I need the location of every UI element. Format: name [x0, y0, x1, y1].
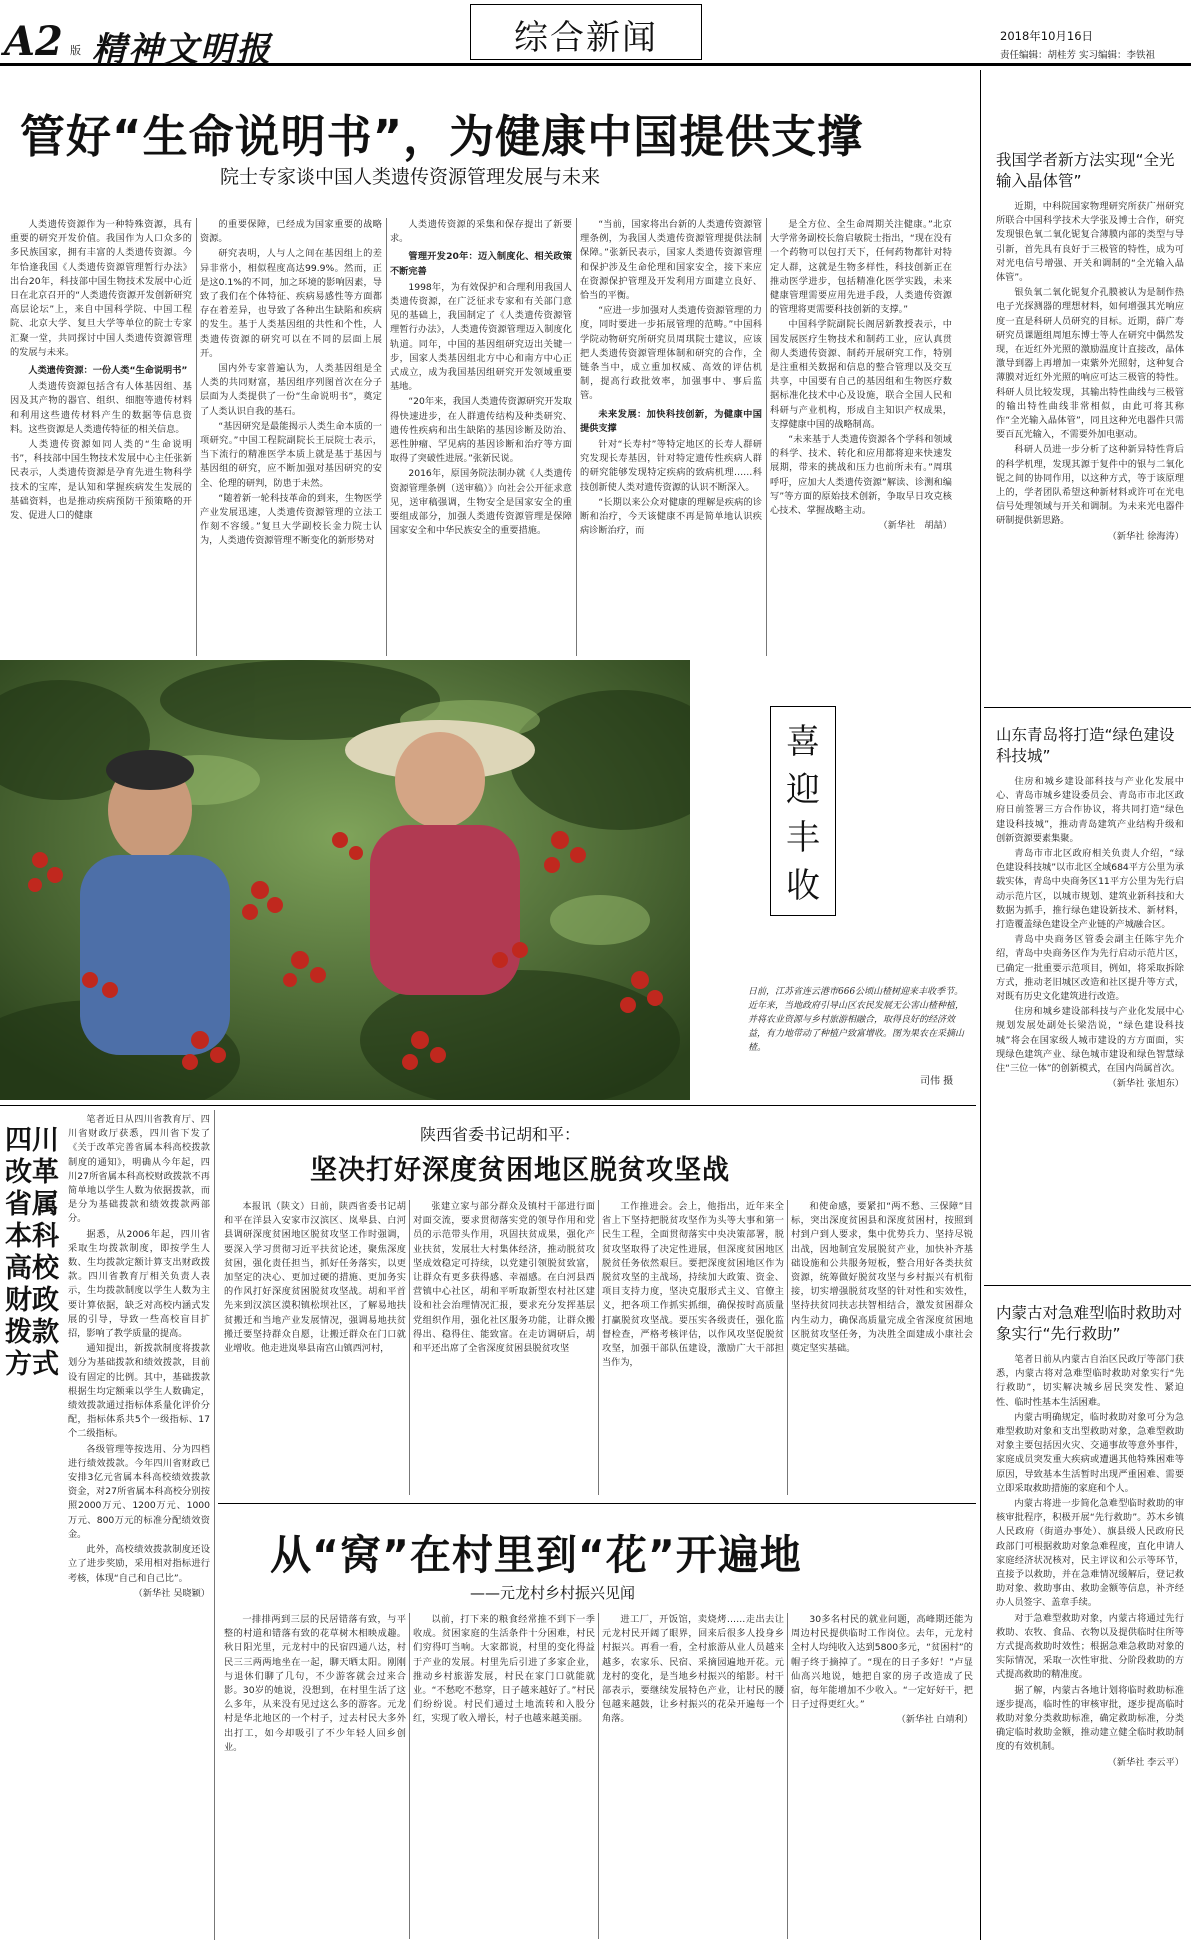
village-subheadline: ——元龙村乡村振兴见闻 — [470, 1584, 636, 1602]
paragraph: 笔者近日从四川省教育厅、四川省财政厅获悉，四川省下发了《关于改革完善省属本科高校拨款制度的通知》，明确从今年起，四川27所省属本科高校财政拨款不再简单地以学生人数为依据拨款，而是分为基础拨款和绩效拨款两部分。 — [68, 1114, 210, 1225]
byline: （新华社 胡喆） — [878, 520, 952, 532]
paragraph: 一排排两到三层的民居错落有致，与平整的村道和错落有致的花草树木相映成趣。秋日阳光里，元龙村中的民宿四通八达，村民三三两两地坐在一起，聊天晒太阳。刚刚与退休们聊了几句，不少游客就会过来合影。30岁的她说，没想到，在村里生活了这么多年，从来没有见过这么多的游客。元龙村是华北地区的一个村子，过去村民大多外出打工，如今却吸引了不少年轻人回乡创业。 — [224, 1614, 406, 1753]
right-article-title: 我国学者新方法实现“全光输入晶体管” — [996, 151, 1175, 190]
column-divider — [598, 1200, 599, 1495]
paragraph: 张建立家与部分群众及镇村干部进行面对面交流，要求贯彻落实党的领导作用和党员的示范带头作用，巩固扶贫成果，强化产业扶贫，发展壮大村集体经济，推动脱贫攻坚成效稳定可持续，以党建引领脱贫致富，让群众有更多获得感、幸福感。在白河县西营镇中心社区，胡和平听取新型农村社区建设和社会治理情况汇报，要求充分发挥基层党组织作用，强化社区服务功能，让群众搬得出、稳得住、能致富。在走访调研后，胡和平还出席了全省深度贫困县脱贫攻坚 — [413, 1201, 595, 1355]
photo-credit: 司伟 摄 — [920, 1076, 954, 1087]
byline: （新华社 张旭东） — [1107, 1078, 1184, 1090]
shaanxi-kicker: 陕西省委书记胡和平： — [420, 1125, 581, 1144]
paragraph: 内蒙古将进一步简化急难型临时救助的审核审批程序，积极开展“先行救助”。苏木乡镇人民政府（街道办事处）、旗县级人民政府民政部门可根据救助对象急难程度，直化申请人家庭经济状况核对，民主评议和公示等环节，直接予以救助，并在急难情况缓解后，登记救助对象、救助事由、救助金额等信息，补齐经办人员签字、盖章手续。 — [996, 1498, 1184, 1609]
feature-label: 喜迎丰收 — [786, 722, 820, 906]
main-article-column — [390, 218, 572, 656]
paragraph: “当前，国家将出台新的人类遗传资源管理条例，为我国人类遗传资源管理提供法制保障。”张新民表示，国家人类遗传资源管理和保护涉及生命伦理和国家安全，接下来应在资源保护管理及开发利用方面建立良好、恰当的平衡。 — [580, 219, 762, 302]
paragraph: 科研人员进一步分析了这种新异特性背后的科学机理，发现其源于复件中的银与二氧化铌之间的协同作用，以这种方式，等于该原理上的，学者团队希望这种新材料或许可在光电信号处理领域与开关和调制。为未来光电器件研制提供新思路。 — [996, 444, 1184, 527]
main-article-column — [200, 218, 382, 656]
section-heading: 管理开发20年：迈入制度化、相关政策不断完善 — [390, 251, 572, 277]
paragraph: 内蒙古明确规定，临时救助对象可分为急难型救助对象和支出型救助对象，急难型救助对象主要包括因火灾、交通事故等意外事件，家庭成员突发重大疾病或遭遇其他特殊困难等原因，导致基本生活暂时出现严重困难、需要立即采取救助措施的家庭和个人。 — [996, 1411, 1184, 1494]
paragraph: 住房和城乡建设部科技与产业化发展中心、青岛市城乡建设委员会、青岛市市北区政府日前签署三方合作协议，将共同打造“绿色建设科技城”，推动青岛建筑产业结构升级和创新资源要素集聚。 — [996, 776, 1184, 844]
village-article-column — [413, 1613, 595, 1939]
right-article-body — [996, 200, 1184, 698]
shaanxi-article-column — [413, 1200, 595, 1495]
page-suffix: 版 — [70, 44, 81, 57]
main-headline: 管好“生命说明书”，为健康中国提供支撑 — [20, 110, 864, 163]
paragraph: 针对“长寿村”等特定地区的长寿人群研究发现长寿基因，针对特定遗传性疾病人群的研究能够发现特定疾病的致病机理……科技创新使人类对遗传资源的认识不断深入。 — [580, 439, 762, 493]
shaanxi-article-column — [224, 1200, 406, 1495]
paragraph: “随着新一轮科技革命的到来，生物医学产业发展迅速，人类遗传资源管理的立法工作刻不容缓。”复旦大学副校长金力院士认为，人类遗传资源管理不断变化的新形势对 — [200, 492, 382, 547]
paragraph: “基因研究是最能揭示人类生命本质的一项研究。”中国工程院副院长王辰院士表示，当下流行的精准医学本质上就是基于基因与基因组的研究，应不断加强对基因研究的安全、伦理的研判，防患于未然。 — [200, 420, 382, 489]
village-article-column — [791, 1613, 973, 1939]
paragraph: 2016年，原国务院法制办就《人类遗传资源管理条例（送审稿）》向社会公开征求意见，送审稿强调，生物安全是国家安全的重要组成部分，加强人类遗传资源管理是保障国家安全和中华民族安全的重要措施。 — [390, 468, 572, 537]
paragraph: 近期，中科院国家物理研究所获广州研究所联合中国科学技术大学张及博士合作，研究发现银色氧二氧化铌复合薄膜内部的类型与导引新，首先具有良好于三极管的特性，成为可对光电信号增强、开关和调制的“全光输入晶体管”。 — [996, 201, 1184, 284]
horizontal-rule — [984, 1285, 1191, 1286]
shaanxi-article-column — [791, 1200, 973, 1495]
sichuan-headline: 四川改革省属本科高校财政拨款方式 — [5, 1125, 59, 1380]
paragraph: 人类遗传资源包括含有人体基因组、基因及其产物的器官、组织、细胞等遗传材料和利用这些遗传材料产生的数据等信息资料。这些资源是人类遗传特征的相关信息。 — [10, 381, 192, 435]
shaanxi-headline: 坚决打好深度贫困地区脱贫攻坚战 — [310, 1155, 730, 1186]
paragraph: 青岛市市北区政府相关负责人介绍，“绿色建设科技城”以市北区全域684平方公里为承载实体，青岛中央商务区11平方公里为先行启动示范片区，以城市规划、建筑业新科技和大数据为抓手，推行绿色建设新技术、新材料，打造覆盖绿色建设全产业链的产城融合区。 — [996, 848, 1184, 931]
paragraph: 1998年，为有效保护和合理利用我国人类遗传资源，在广泛征求专家和有关部门意见的基础上，我国制定了《人类遗传资源管理暂行办法》，人类遗传资源管理迈入制度化轨道。同年，中国的基因组研究迈出关键一步，国家人类基因组北方中心和南方中心正式成立，成为我国基因组研究开发领域重要基地。 — [390, 281, 572, 393]
main-subheadline: 院士专家谈中国人类遗传资源管理发展与未来 — [220, 166, 601, 188]
right-article-body — [996, 775, 1184, 1285]
paragraph: 以前，打下来的粮食经常推不到下一季收成。贫困家庭的生活条件十分困难，村民们穷得叮当响。大家都说，村里的变化得益于产业的发展。村里先后引进了多家企业，推动乡村旅游发展，村民在家门口就能就业。“不愁吃不愁穿，日子越来越好了。”村民们纷纷说。村民们通过土地流转和入股分红，实现了收入增长，村子也越来越美丽。 — [413, 1614, 595, 1725]
paragraph: 人类遗传资源如同人类的“生命说明书”，科技部中国生物技术发展中心主任张新民表示，人类遗传资源是孕育先进生物科学技术的宝库，是认知和掌握疾病发生发展的基础资料，也是推动疾病预防干预策略的开发、促进人口的健康 — [10, 439, 192, 522]
column-divider — [386, 218, 387, 656]
editor-line: 责任编辑：胡桂芳 实习编辑：李铁祖 — [1000, 50, 1156, 61]
right-article-title: 山东青岛将打造“绿色建设科技城” — [996, 726, 1175, 765]
right-article-body — [996, 1353, 1184, 1931]
village-headline: 从“窝”在村里到“花”开遍地 — [270, 1531, 802, 1579]
shaanxi-article-column — [602, 1200, 784, 1495]
column-divider — [787, 1200, 788, 1495]
paragraph: 进工厂，开饭馆，卖烧烤……走出去让元龙村民开阔了眼界，回来后很多人投身乡村振兴。再看一看，全村旅游从业人员越来越多，农家乐、民宿、采摘园遍地开花。元龙村的变化，是当地乡村振兴的缩影。村干部表示，要继续发展特色产业，让村民的腰包越来越鼓，让乡村振兴的花朵开遍每一个角落。 — [602, 1614, 784, 1725]
paragraph: “应进一步加强对人类遗传资源管理的力度，同时要进一步拓展管理的范畴。”中国科学院动物研究所研究员周琪院士建议，应该把人类遗传资源管理体制和研究的合作，全链条当中，成立重加权威、高效的评估机制，提高行政批效率，加强事中、事后监管。 — [580, 305, 762, 402]
sichuan-article-body — [68, 1113, 210, 1933]
paragraph: 的重要保障，已经成为国家重要的战略资源。 — [200, 219, 382, 245]
section-heading: 未来发展：加快科技创新，为健康中国提供支撑 — [580, 408, 762, 434]
paragraph: “长期以来公众对健康的理解是疾病的诊断和治疗，今天该健康不再是简单地认识疾病诊断治疗，而 — [580, 496, 762, 537]
right-column-divider — [980, 70, 981, 1940]
paragraph: 30多名村民的就业问题，高峰期还能为周边村民提供临时工作岗位。去年，元龙村全村人均纯收入达到5800多元，“贫困村”的帽子终于摘掉了。“现在的日子多好！”卢显仙高兴地说，她把自家的房子改造成了民宿，每年能增加不少收入。“一定好好干，把日子过得更红火。” — [791, 1614, 973, 1711]
byline: （新华社 李云平） — [1107, 1756, 1184, 1768]
column-divider — [598, 1613, 599, 1939]
harvest-photo-illustration — [0, 660, 690, 1100]
main-article-column — [10, 218, 192, 656]
section-title: 综合新闻 — [514, 18, 658, 58]
horizontal-rule — [984, 707, 1191, 708]
paragraph: 住房和城乡建设部科技与产业化发展中心规划发展处副处长梁浩说，“绿色建设科技城”将会在国家级人城市建设的方方面面，实现绿色建筑产业、绿色城市建设和绿色智慧绿住“三位一体”的创新模式，在国内尚属首次。 — [996, 1006, 1184, 1075]
column-divider — [214, 1110, 215, 1940]
paragraph: “20年来，我国人类遗传资源研究开发取得快速进步，在人群遗传结构及种类研究、遗传性疾病和出生缺陷的基因诊断及防治、恶性肿瘤、罕见病的基因诊断和治疗等方面取得了突破性进展。”张新民说。 — [390, 396, 572, 465]
main-article-column — [580, 218, 762, 656]
harvest-photo — [0, 660, 690, 1100]
paragraph: 工作推进会。会上，他指出，近年来全省上下坚持把脱贫攻坚作为头等大事和第一民生工程，全面贯彻落实中央决策部署，脱贫攻坚取得了决定性进展，但深度贫困地区脱贫任务依然艰巨。要把深度贫困地区作为脱贫攻坚的主战场，持续加大政策、资金、项目支持力度，坚决克服形式主义、官僚主义，把各项工作抓实抓细，确保按时高质量打赢脱贫攻坚战。要压实各级责任，强化监督检查，严格考核评估，以作风攻坚促脱贫攻坚，加强干部队伍建设，激励广大干部担当作为， — [602, 1201, 784, 1369]
paragraph: 各级管理等按选用、分为四档进行绩效拨款。今年四川省财政已安排3亿元省属本科高校绩效拨款资金，对27所省属本科高校分别按照2000万元、1200万元、1000万元、800万元的标准分配绩效资金。 — [68, 1443, 210, 1540]
village-article-column — [224, 1613, 406, 1939]
newspaper-logo: 精神文明报 — [92, 30, 272, 70]
paragraph: 人类遗传资源的采集和保存提出了新要求。 — [390, 219, 572, 245]
paragraph: 国内外专家普遍认为，人类基因组是全人类的共同财富，基因组序列图首次在分子层面为人类提供了一份“生命说明书”，奠定了人类认识自我的基石。 — [200, 363, 382, 417]
right-article-title: 内蒙古对急难型临时救助对象实行“先行救助” — [996, 1304, 1183, 1343]
column-divider — [766, 218, 767, 656]
paragraph: 通知提出，新拨款制度将拨款划分为基础拨款和绩效拨款，目前设有固定的比例。其中，基础拨款根据生均定额乘以学生人数确定，绩效拨款通过指标体系量化评价分配，指标体系共5个一级指标、17个二级指标。 — [68, 1343, 210, 1440]
column-divider — [409, 1200, 410, 1495]
publication-date: 2018年10月16日 — [1000, 29, 1094, 43]
paragraph: 对于急难型救助对象，内蒙古将通过先行救助、农牧、食品、衣物以及提供临时住所等方式提高救助时效性；根据急难急救助对象的实际情况，采取一次性审批、分阶段救助的方式提高救助的精准度。 — [996, 1612, 1184, 1681]
byline: （新华社 白靖利） — [896, 1714, 973, 1726]
column-divider — [409, 1613, 410, 1939]
paragraph: “未来基于人类遗传资源各个学科和领域的科学、技术、转化和应用都将迎来快速发展期，带来的挑战和压力也前所未有。”周琪呼吁，应加大人类遗传资源”解读、诊测和编写”等方面的原始技术创新，争取早日攻克核心技术、掌握战略主动。 — [770, 434, 952, 517]
horizontal-rule — [0, 1105, 976, 1106]
page-number: A2 — [4, 18, 63, 65]
paragraph: 据了解，内蒙古各地计划将临时救助标准逐步提高，临时性的审核审批，逐步提高临时救助对象分类救助标准，确定救助标准，分类确定临时救助金额，推动建立健全临时救助制度的有效机制。 — [996, 1684, 1184, 1753]
paragraph: 是全方位、全生命周期关注健康。”北京大学常务副校长詹启敏院士指出，“现在没有一个药物可以包打天下，任何药物都针对特定人群，这就是生物多样性，科技创新正在推动医学进步，包括精准化医学实践，未来健康管理需要应用先进手段，人类遗传资源的管理将更需要科技创新的支撑。” — [770, 219, 952, 316]
column-divider — [196, 218, 197, 656]
photo-caption: 日前，江苏省连云港市666公顷山楂树迎来丰收季节。近年来，当地政府引导山区农民发展无公害山楂种植，并将农业资源与乡村旅游相融合，取得良好的经济效益，有力地带动了种植户致富增收。图为果农在采摘山楂。 — [748, 987, 965, 1053]
village-article-column — [602, 1613, 784, 1939]
byline: （新华社 徐海涛） — [1107, 530, 1184, 542]
paragraph: 银负氧二氧化铌复介孔膜被认为是制作热电子光探测器的理想材料，如何增强其光响应度一直是科研人员研究的目标。近期，薛广寿研究员课题组周旭东博士等人在研究中偶然发现，在近红外光照的激励温度计直接改，晶体激导到器上再增加一束紫外光照射，这种复合薄膜对近红外光照的响应可达三极管的特性。科研人员比较发现，其输出特性曲线与三极管的输出特性曲线非常相似，由此可将其称作“全光输入晶体管”，同且这种光电器件只需要百瓦光输入，不需要外加电驱动。 — [996, 287, 1184, 441]
column-divider — [787, 1613, 788, 1939]
section-heading: 人类遗传资源：一份人类“生命说明书” — [28, 365, 188, 377]
paragraph: 中国科学院副院长阁居新教授表示，中国发展医疗生物技术和制药工业，应认真贯彻人类遗传资源、制药开展研究工作，特别是注重相关数据和信息的整合管理以及交互共享，中国要有自己的基因组和生物医疗数据标准化技术中心及设施，联合全国人民和科研与产业机构，形成自主知识产权成果，支撑健康中国的战略制高。 — [770, 319, 952, 430]
paragraph: 本报讯（陕文）日前，陕西省委书记胡和平在洋县入安家市汉滨区、岚皋县、白河县调研深度贫困地区脱贫攻坚工作时强调，要深入学习贯彻习近平扶贫论述，聚焦深度贫困，强化责任担当，抓好任务落实，以更加坚定的决心、更加过硬的措施、更加务实的作风打好深度贫困脱贫攻坚战。胡和平首先来到汉滨区漠积镇松坝社区，了解易地扶贫搬迁和当地产业发展情况，强调易地扶贫搬迁要坚持群众自愿，让搬迁群众在门口就业增收。他走进岚皋县南宫山镇西河村， — [224, 1201, 406, 1355]
byline: （新华社 吴晓颖） — [133, 1587, 210, 1599]
paragraph: 据悉，从2006年起，四川省采取生均拨款制度，即按学生人数、生均拨款定额计算支出财政拨款。四川省教育厅相关负责人表示，生均拨款制度以学生人数为主要计算依据，缺乏对高校内涵式发展的引导，导致一些高校盲目扩招，影响了教学质量的提高。 — [68, 1228, 210, 1340]
paragraph: 此外，高校绩效拨款制度还设立了进步奖励，采用相对指标进行考核，体现“自己和自己比”。 — [68, 1544, 210, 1584]
paragraph: 和使命感，要紧扣“两不愁、三保障”目标，突出深度贫困县和深度贫困村，按照到村到户到人要求，集中优势兵力、坚持尽锐出战，因地制宜发展脱贫产业，加快补齐基础设施和公共服务短板，整合用好各类扶贫资源，统筹做好脱贫攻坚与乡村振兴有机衔接，切实增强脱贫攻坚的针对性和实效性，坚持扶贫同扶志扶智相结合，激发贫困群众内生动力，确保高质量完成全省深度贫困地区脱贫攻坚任务，为决胜全面建成小康社会奠定坚实基础。 — [791, 1201, 973, 1355]
paragraph: 笔者日前从内蒙古自治区民政厅等部门获悉，内蒙古将对急难型临时救助对象实行“先行救助”，切实解决城乡居民突发性、紧迫性、临时性基本生活困难。 — [996, 1354, 1184, 1408]
horizontal-rule — [218, 1503, 976, 1504]
paragraph: 人类遗传资源作为一种特殊资源，具有重要的研究开发价值。我国作为人口众多的多民族国家，拥有丰富的人类遗传资源。今年恰逢我国《人类遗传资源管理暂行办法》出台20年，科技部中国生物技术发展中心近日在北京召开的“人类遗传资源开发创新研究高层论坛”上，来自中国科学院、中国工程院、北京大学、复旦大学等单位的院士专家汇聚一堂，共同探讨中国人类遗传资源管理的发展与未来。 — [10, 219, 192, 358]
paragraph: 研究表明，人与人之间在基因组上的差异非常小，相似程度高达99.9%。然而，正是这0.1%的不同，加之环境的影响因素，导致了我们在个体特征、疾病易感性等方面都存在着差异，也导致了各种出生缺陷和疾病的发生。基于人类基因组的共性和个性，人类遗传资源的研究可以在不同的层面上展开。 — [200, 248, 382, 359]
main-article-column — [770, 218, 952, 656]
paragraph: 青岛中央商务区管委会副主任陈宇先介绍，青岛中央商务区作为先行启动示范片区，已确定一批重要示范项目，例如，将采取拆除方式，推动老旧城区改造和社区提升等方式，对既有历史文化建筑进行改造。 — [996, 934, 1184, 1003]
column-divider — [576, 218, 577, 656]
